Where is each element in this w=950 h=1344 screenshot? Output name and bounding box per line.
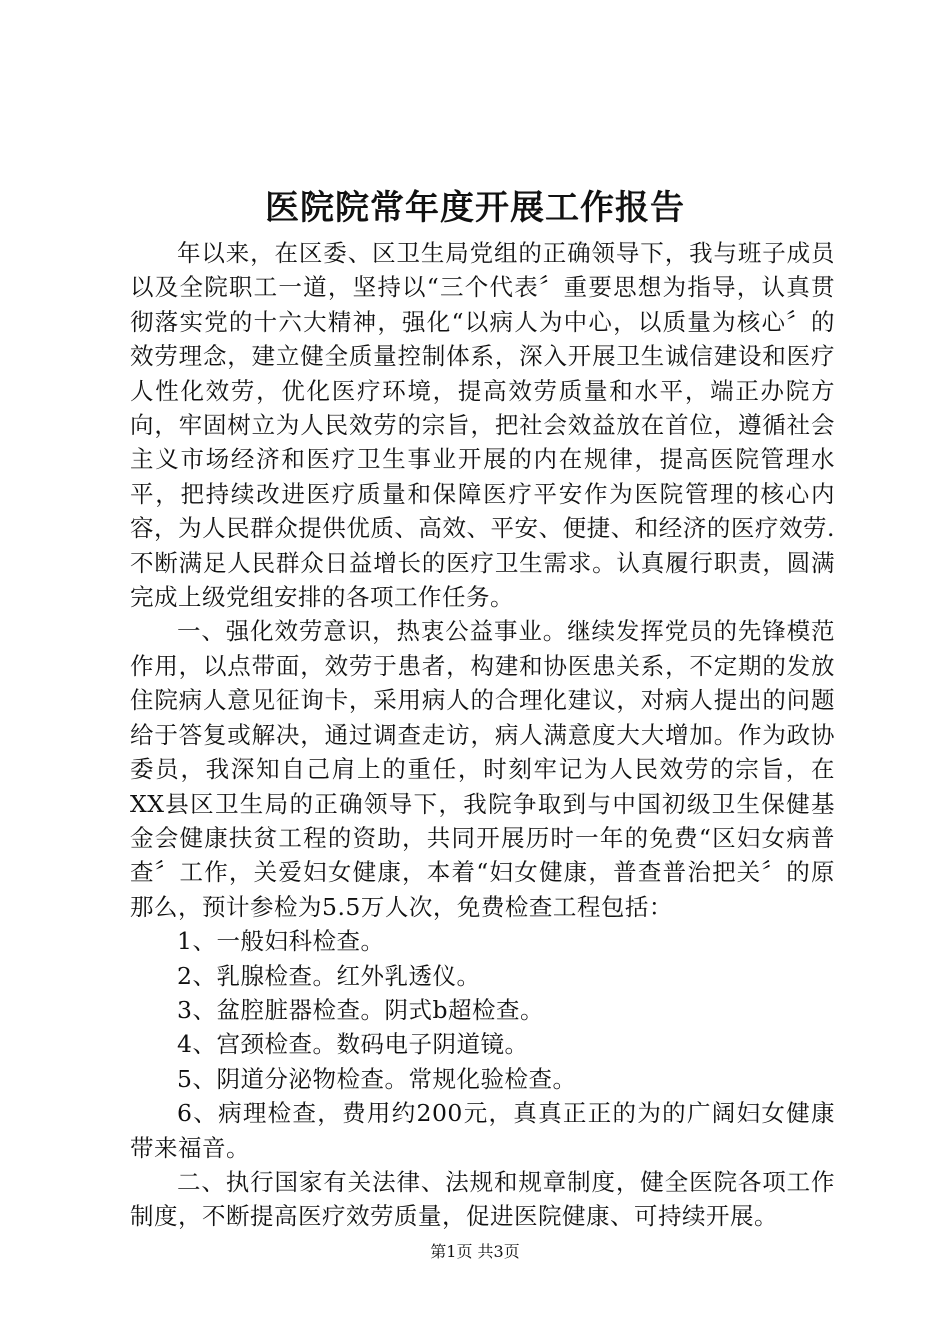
list-item-4: 4、宫颈检查。数码电子阴道镜。 — [177, 1030, 529, 1059]
list-item-3: 3、盆腔脏器检查。阴式b超检查。 — [177, 995, 544, 1024]
list-item-6: 6、病理检查，费用约200元，真真正正的为的广阔妇女健康带来福音。 — [130, 1099, 835, 1162]
paragraph-section-2: 二、执行国家有关法律、法规和规章制度，健全医院各项工作制度，不断提高医疗效劳质量，促进医院健康、可持续开展。 — [130, 1167, 835, 1231]
list-item-2: 2、乳腺检查。红外乳透仪。 — [177, 961, 481, 990]
paragraph-section-1: 一、强化效劳意识，热衷公益事业。继续发挥党员的先锋模范作用，以点带面，效劳于患者，构建和协医患关系，不定期的发放住院病人意见征询卡，采用病人的合理化建议，对病人提出的问题给于答复或解决，通过调查走访，病人满意度大大增加。作为政协委员，我深知自己肩上的重任，时刻牢记为人民效劳的宗旨，在XX县区卫生局的正确领导下，我院争取到与中国初级卫生保健基金会健康扶贫工程的资助，共同开展历时一年的免费“区妇女病普查〞工作，关爱妇女健康，本着“妇女健康，普查普治把关〞的原那么，预计参检为5.5万人次，免费检查工程包括： — [130, 617, 835, 921]
list-item-1: 1、一般妇科检查。 — [177, 927, 385, 956]
paragraph-intro: 年以来，在区委、区卫生局党组的正确领导下，我与班子成员以及全院职工一道，坚持以“三个代表〞重要思想为指导，认真贯彻落实党的十六大精神，强化“以病人为中心，以质量为核心〞的效劳理念，建立健全质量控制体系，深入开展卫生诚信建设和医疗人性化效劳，优化医疗环境，提高效劳质量和水平，端正办院方向，牢固树立为人民效劳的宗旨，把社会效益放在首位，遵循社会主义市场经济和医疗卫生事业开展的内在规律，提高医院管理水平，把持续改进医疗质量和保障医疗平安作为医院管理的核心内容，为人民群众提供优质、高效、平安、便捷、和经济的医疗效劳.不断满足人民群众日益增长的医疗卫生需求。认真履行职责，圆满完成上级党组安排的各项工作任务。 — [130, 239, 835, 612]
page-number-footer: 第1页 共3页 — [430, 1242, 520, 1261]
list-item-5: 5、阴道分泌物检查。常规化验检查。 — [177, 1064, 577, 1093]
document-body — [130, 236, 835, 1234]
document-title: 医院院常年度开展工作报告 — [265, 188, 685, 228]
